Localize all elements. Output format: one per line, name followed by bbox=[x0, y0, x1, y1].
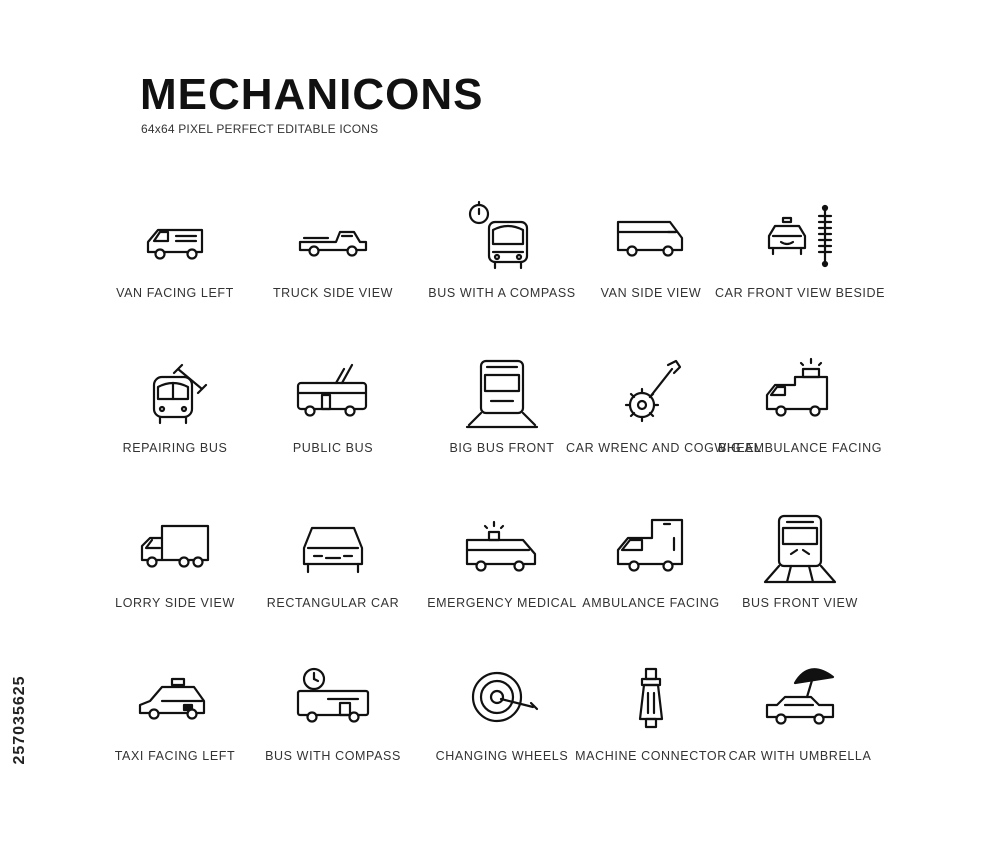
icon-tile-bus-front-view bbox=[715, 510, 885, 640]
icon-label: EMERGENCY MEDICAL bbox=[427, 596, 577, 610]
wrench-cog-icon bbox=[606, 355, 696, 435]
ambulance-icon bbox=[606, 510, 696, 590]
icon-tile-machine-connector bbox=[566, 663, 736, 793]
icon-label: VAN FACING LEFT bbox=[116, 286, 234, 300]
stock-id-text: 257035625 bbox=[11, 675, 28, 765]
icon-tile-truck-side-view bbox=[248, 200, 418, 330]
stock-id-vertical bbox=[8, 600, 32, 840]
lorry-icon bbox=[130, 510, 220, 590]
icon-tile-public-bus bbox=[248, 355, 418, 485]
page-subtitle: 64x64 PIXEL PERFECT EDITABLE ICONS bbox=[141, 122, 379, 136]
icon-label: TAXI FACING LEFT bbox=[114, 749, 236, 763]
icon-label: AMBULANCE FACING bbox=[582, 596, 720, 610]
icon-tile-lorry-side-view bbox=[90, 510, 260, 640]
car-front-spring-icon bbox=[755, 200, 845, 280]
icon-label: BUS FRONT VIEW bbox=[742, 596, 858, 610]
icon-tile-rectangular-car bbox=[248, 510, 418, 640]
bus-side-compass-icon bbox=[288, 663, 378, 743]
van-icon bbox=[130, 200, 220, 280]
icon-label: BIG AMBULANCE FACING bbox=[717, 441, 883, 455]
page-title: MECHANICONS bbox=[140, 70, 484, 119]
icon-tile-car-wrenc-and-cogwheel bbox=[566, 355, 762, 485]
icon-label: MACHINE CONNECTOR bbox=[575, 749, 727, 763]
pickup-truck-icon bbox=[288, 200, 378, 280]
icon-label: VAN SIDE VIEW bbox=[600, 286, 702, 300]
icon-label: PUBLIC BUS bbox=[292, 441, 374, 455]
car-front-icon bbox=[288, 510, 378, 590]
icon-tile-car-front-view-beside bbox=[715, 200, 885, 330]
bus-front-road-icon bbox=[457, 355, 547, 435]
icon-tile-big-ambulance-facing bbox=[715, 355, 885, 485]
bus-wrench-icon bbox=[130, 355, 220, 435]
icon-label: BUS WITH COMPASS bbox=[265, 749, 401, 763]
icon-label: BIG BUS FRONT bbox=[449, 441, 555, 455]
bus-front-icon bbox=[755, 510, 845, 590]
icon-tile-car-with-umbrella bbox=[715, 663, 885, 793]
connector-icon bbox=[606, 663, 696, 743]
bus-compass-icon bbox=[457, 200, 547, 280]
icon-label: LORRY SIDE VIEW bbox=[115, 596, 235, 610]
icon-label: TRUCK SIDE VIEW bbox=[272, 286, 394, 300]
icon-tile-van-side-view bbox=[566, 200, 736, 330]
emergency-van-icon bbox=[457, 510, 547, 590]
ambulance-siren-icon bbox=[755, 355, 845, 435]
icon-label: REPAIRING BUS bbox=[122, 441, 228, 455]
wheel-wrench-icon bbox=[457, 663, 547, 743]
icon-tile-ambulance-facing bbox=[566, 510, 736, 640]
van-side-icon bbox=[606, 200, 696, 280]
icon-label: BUS WITH A COMPASS bbox=[428, 286, 576, 300]
icon-tile-bus-with-compass bbox=[248, 663, 418, 793]
icon-tile-repairing-bus bbox=[90, 355, 260, 485]
icon-label: CAR WRENC AND COGWHEEL bbox=[566, 441, 762, 455]
icon-tile-taxi-facing-left bbox=[90, 663, 260, 793]
icon-label: CHANGING WHEELS bbox=[435, 749, 569, 763]
icon-tile-emergency-medical bbox=[417, 510, 587, 640]
icon-label: CAR WITH UMBRELLA bbox=[728, 749, 872, 763]
icon-label: RECTANGULAR CAR bbox=[266, 596, 400, 610]
icon-tile-changing-wheels bbox=[417, 663, 587, 793]
icon-tile-bus-with-a-compass bbox=[417, 200, 587, 330]
car-umbrella-icon bbox=[755, 663, 845, 743]
icon-label: CAR FRONT VIEW BESIDE bbox=[715, 286, 886, 300]
icon-tile-van-facing-left bbox=[90, 200, 260, 330]
icon-tile-big-bus-front bbox=[417, 355, 587, 485]
taxi-icon bbox=[130, 663, 220, 743]
trolley-bus-icon bbox=[288, 355, 378, 435]
